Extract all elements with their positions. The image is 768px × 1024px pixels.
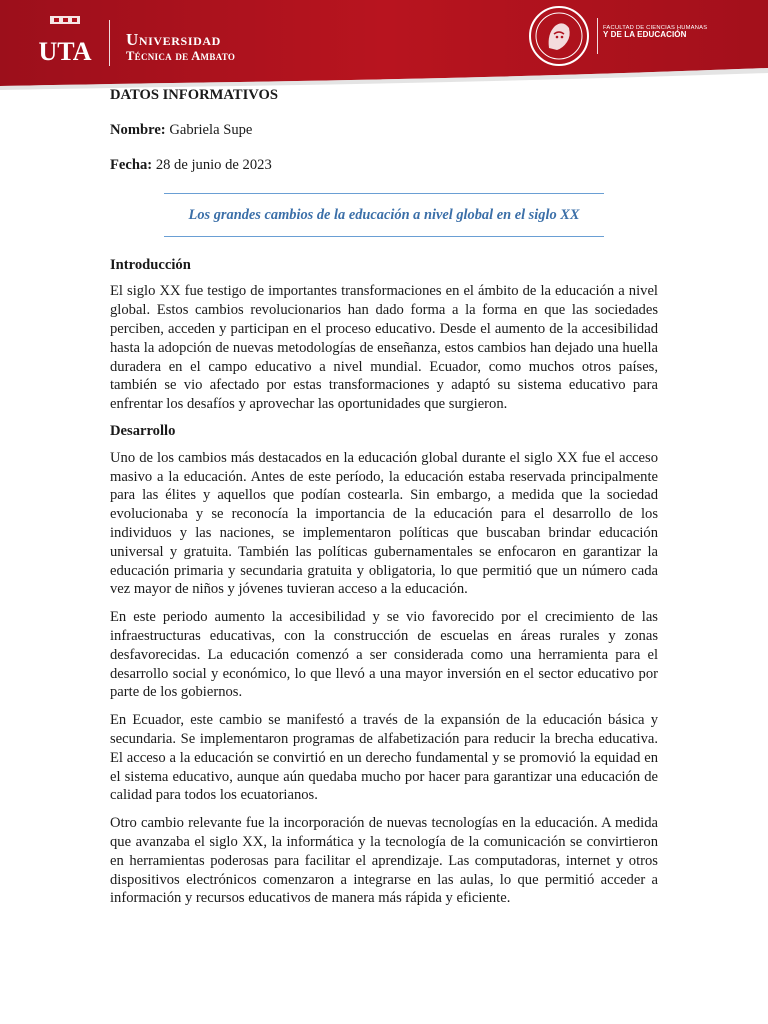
date-label: Fecha: — [110, 156, 153, 173]
development-paragraph: En Ecuador, este cambio se manifestó a través de la expansión de la educación básica y secundaria. Se implementaron programas de alfabetización para reducir la brecha educativa. El acceso a la educación se convirtió en un derecho fundamental y se promovió la equidad en el sistema educativo, aunque aún quedaba mucho por hacer para garantizar una educación de calidad para todos los ecuatorianos. — [110, 712, 658, 804]
faculty-name — [603, 25, 707, 40]
banner-background — [0, 0, 768, 96]
name-label: Nombre: — [110, 122, 166, 138]
intro-heading: Introducción — [110, 256, 191, 273]
header-divider — [109, 20, 110, 66]
development-paragraph: Otro cambio relevante fue la incorporación de nuevas tecnologías en la educación. A medida que avanzaba el siglo XX, la informática y la tecnología de la comunicación se convirtieron en herramientas poderosas para facilitar el aprendizaje. Las computadoras, internet y otros dispositivos electrónicos comenzaron a integrarse en las aulas, lo que permitió acceder a información y recursos educativos de manera más rápida y eficiente. — [110, 815, 658, 907]
development-paragraph: Uno de los cambios más destacados en la educación global durante el siglo XX fue el acceso masivo a la educación. Antes de este período, la educación estaba reservada principalmente para las élites y aquellos que podían costearla. Sin embargo, a medida que la sociedad evolucionaba y se reconocía la importancia de la educación para el desarrollo de los individuos y las naciones, se implementaron políticas que buscaban brindar educación universal y gratuita. También las políticas gubernamentales se enfocaron en garantizar la educación primaria y secundaria gratuita y obligatoria, lo que permitió que un número cada vez mayor de niños y jóvenes tuvieran acceso a la educación. — [110, 449, 658, 598]
uta-logo-text: UTA — [38, 37, 92, 66]
document-title: Los grandes cambios de la educación a nivel global en el siglo XX — [164, 193, 604, 237]
date-value: 28 de junio de 2023 — [155, 156, 272, 173]
date-line — [110, 156, 658, 175]
intro-paragraph: El siglo XX fue testigo de importantes transformaciones en el ámbito de la educación a nivel global. Estos cambios revolucionarios han dado forma a la forma en que las sociedades perciben, acceden y participan en el proceso educativo. Desde el aumento de la accesibilidad hasta la adopción de nuevas metodologías de enseñanza, estos cambios han dejado una huella duradera en el campo educativo a nivel mundial. Ecuador, como muchos otros países, también se vio afectado por estas transformaciones y adaptó su sistema educativo para enfrentar los desafíos y aprovechar las oportunidades que surgieron. — [110, 283, 658, 413]
document-body — [110, 86, 658, 908]
development-paragraph: En este periodo aumento la accesibilidad y se vio favorecido por el crecimiento de las infraestructuras educativas, con la construcción de escuelas en áreas rurales y zonas desfavorecidas. La educación comenzó a ser considerada como una herramienta para el desarrollo social y económico, lo que llevó a una mayor inversión en el sector educativo por parte de los gobiernos. — [110, 609, 658, 701]
name-line — [110, 121, 658, 140]
university-name — [126, 31, 235, 63]
uta-logo-icon — [34, 12, 96, 70]
faculty-divider — [597, 18, 598, 54]
info-heading: DATOS INFORMATIVOS — [110, 87, 278, 103]
faculty-line1: FACULTAD DE CIENCIAS HUMANAS — [603, 25, 708, 31]
faculty-line2: Y DE LA EDUCACIÓN — [603, 30, 687, 40]
university-line2: Técnica de Ambato — [126, 49, 236, 63]
faculty-seal-icon — [527, 4, 591, 68]
name-value: Gabriela Supe — [169, 122, 253, 138]
header-banner — [0, 0, 768, 96]
university-line1: Universidad — [126, 30, 221, 49]
development-heading: Desarrollo — [110, 422, 176, 439]
